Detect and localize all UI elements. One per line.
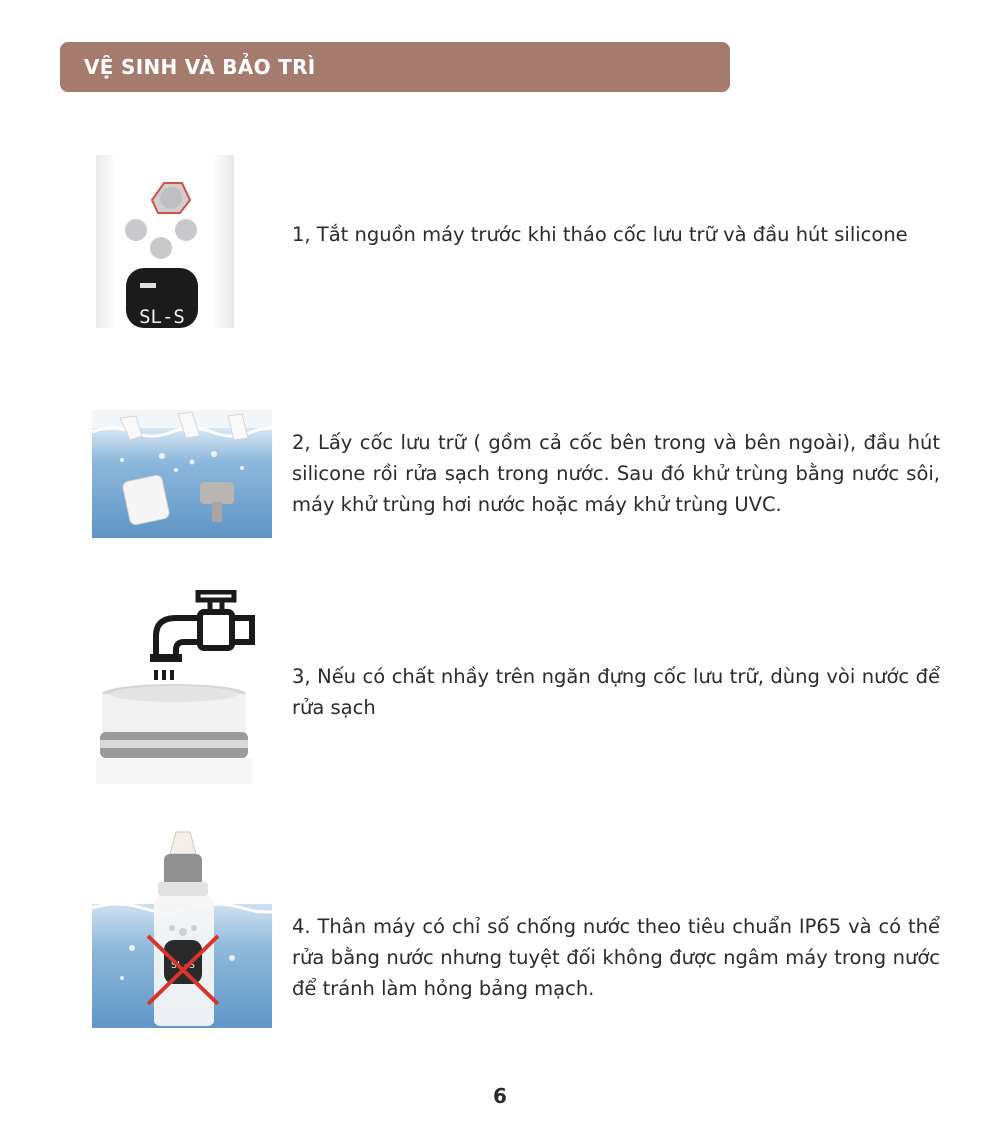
step-3-text: 3, Nếu có chất nhầy trên ngăn đựng cốc lưu trữ, dùng vòi nước để rửa sạch <box>292 665 940 719</box>
device-display-small: SL-S <box>170 960 196 971</box>
step-4-text: 4. Thân máy có chỉ số chống nước theo tiêu chuẩn IP65 và có thể rửa bằng nước nhưng tuyệt đối không được ngâm máy trong nước để tránh làm hỏng bảng mạch. <box>292 915 940 1000</box>
section-title: VỆ SINH VÀ BẢO TRÌ <box>84 55 316 79</box>
no-submerge-image <box>92 828 272 1028</box>
device-buttons-image <box>92 155 242 328</box>
page-number: 6 <box>493 1084 507 1108</box>
step-2-text: 2, Lấy cốc lưu trữ ( gồm cả cốc bên trong và bên ngoài), đầu hút silicone rồi rửa sạch trong nước. Sau đó khử trùng bằng nước sôi, máy khử trùng hơi nước hoặc máy khử trùng UVC. <box>292 431 940 516</box>
device-display: SL-S <box>139 306 185 328</box>
step-1-text: 1, Tắt nguồn máy trước khi tháo cốc lưu trữ và đầu hút silicone <box>292 223 908 246</box>
washing-parts-image <box>92 410 272 538</box>
section-header <box>60 42 730 92</box>
faucet-rinse-image <box>92 590 272 784</box>
